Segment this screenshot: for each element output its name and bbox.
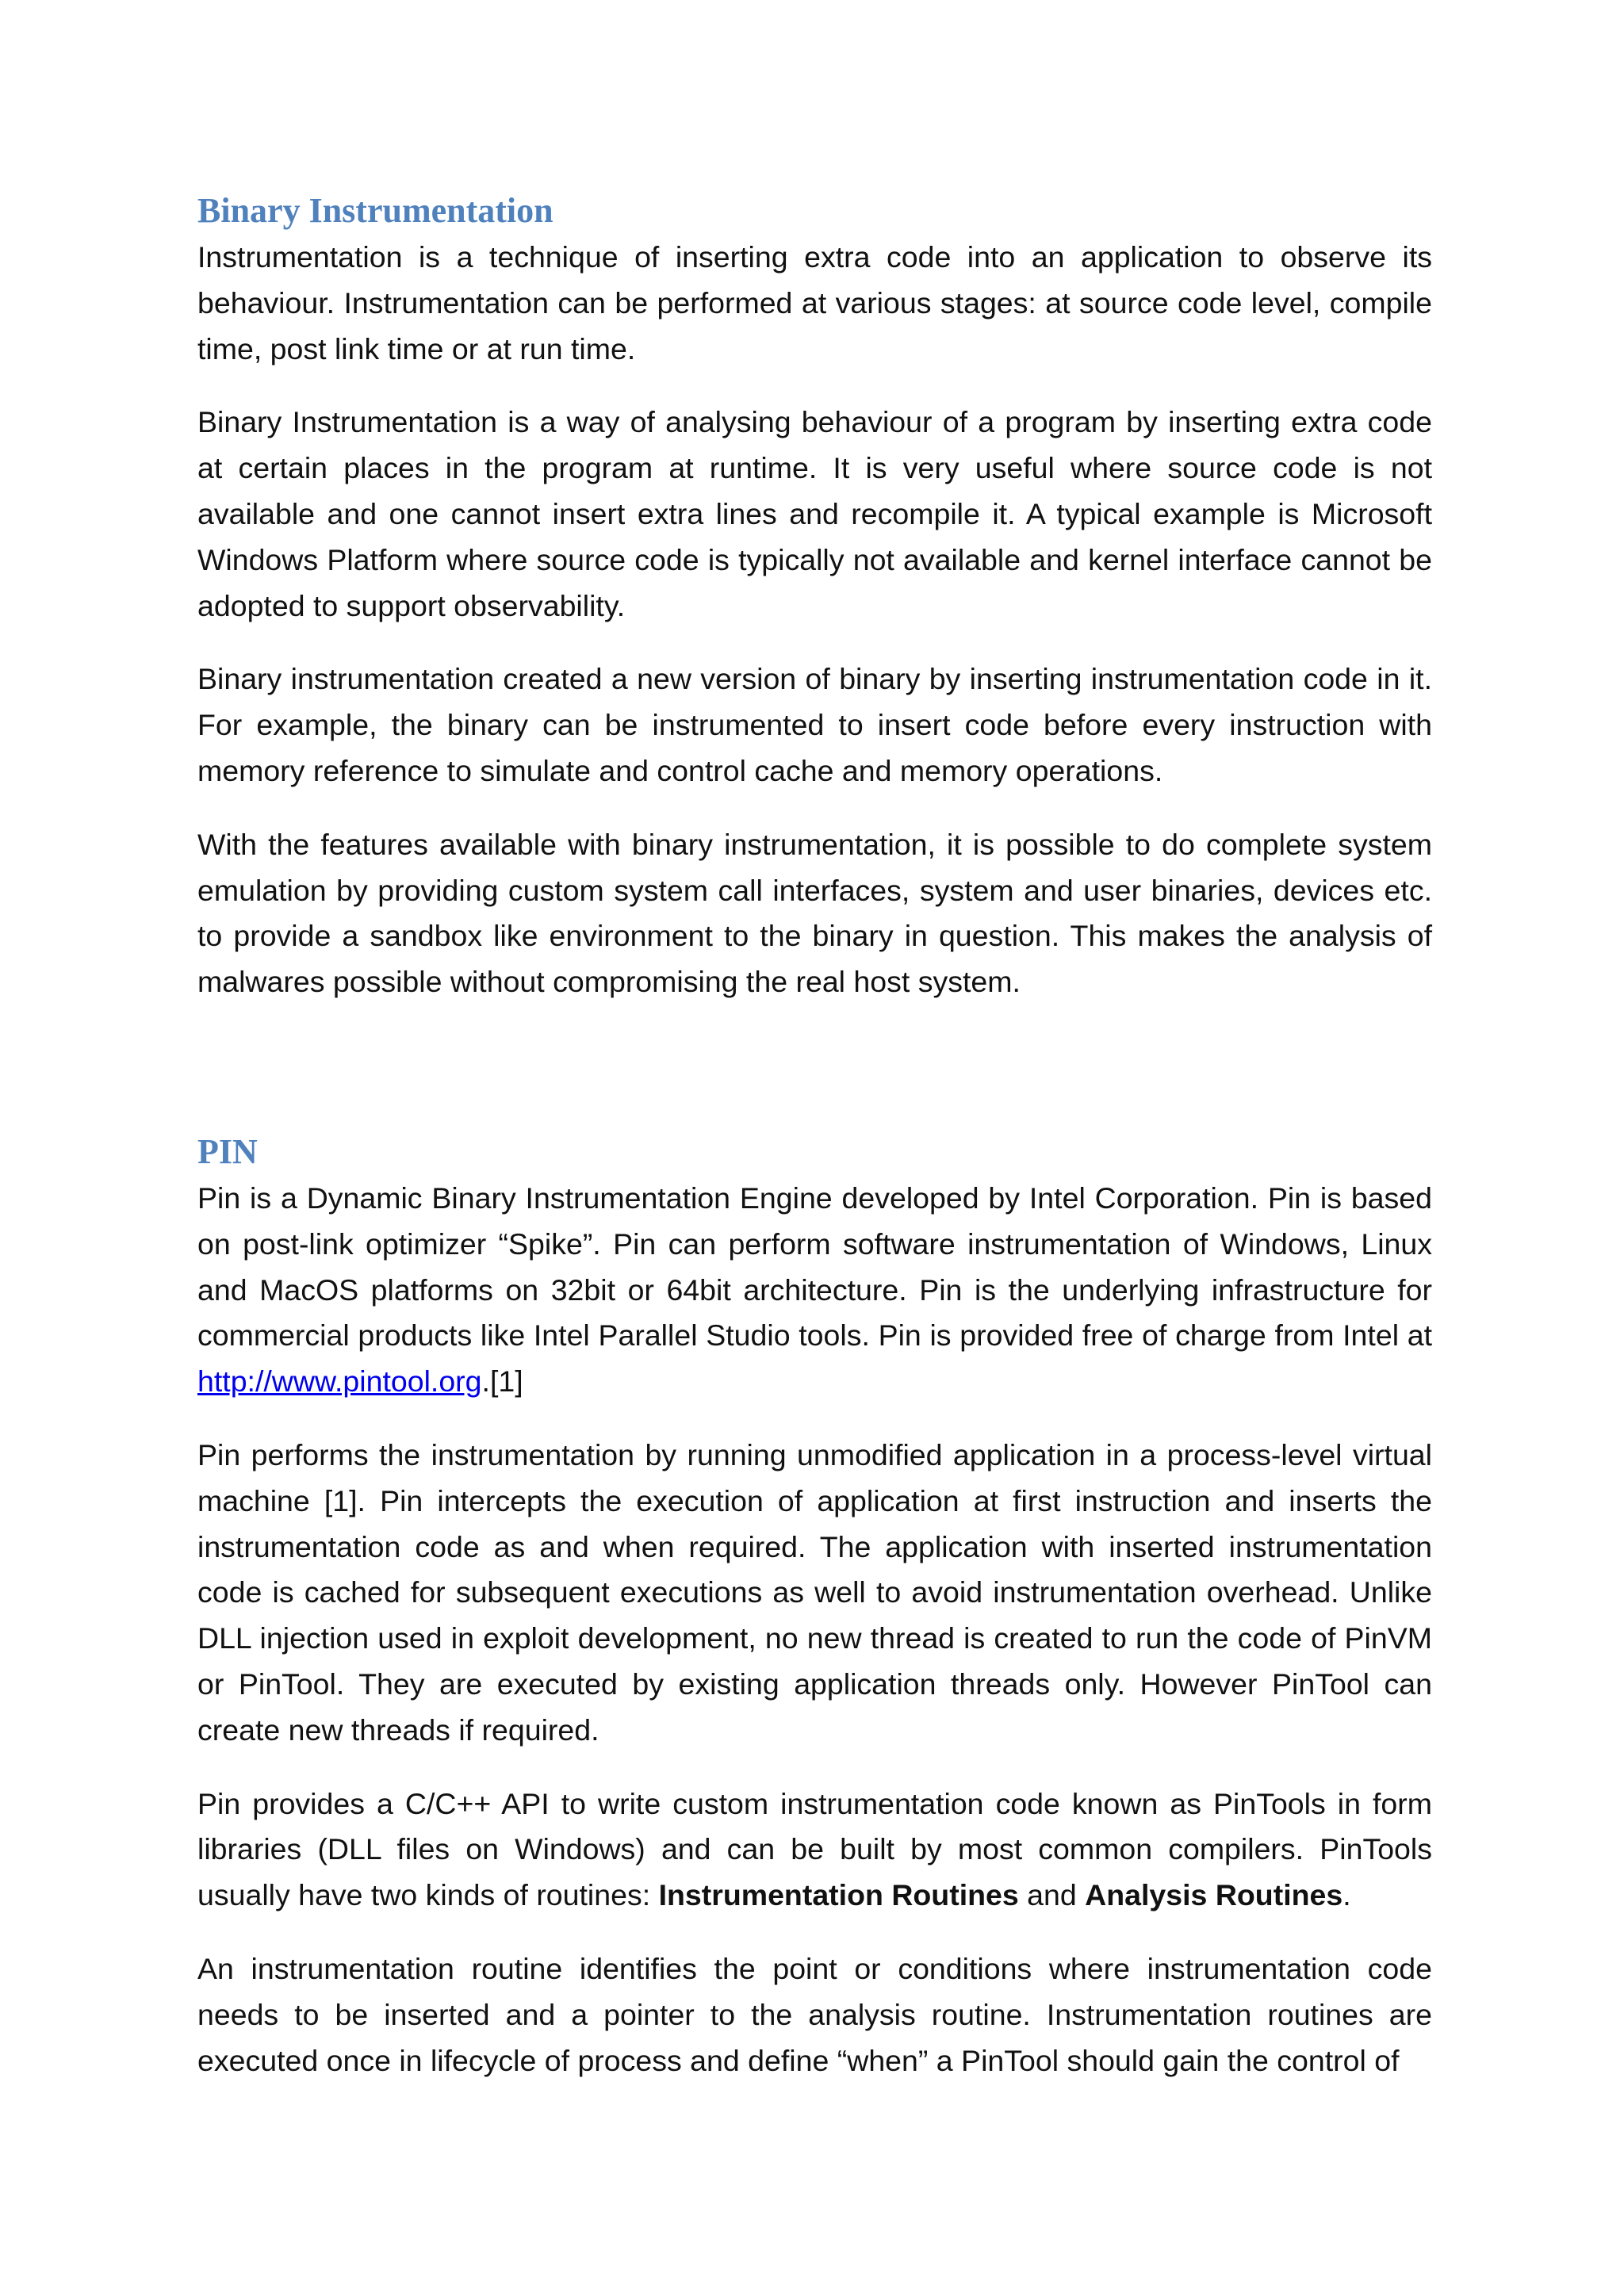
- bold-term-analysis-routines: Analysis Routines: [1085, 1878, 1343, 1912]
- paragraph: With the features available with binary instrumentation, it is possible to do complete system emulation by providing custom system call interfaces, system and user binaries, devices etc. to provide a sandbox like environment to the binary in question. This makes the analysis of malwares possible without compromising the real host system.: [197, 827, 1432, 999]
- paragraph: Binary Instrumentation is a way of analysing behaviour of a program by inserting extra code at certain places in the program at runtime. It is very useful where source code is not available and one cannot insert extra lines and recompile it. A typical example is Microsoft Windows Platform where source code is typically not available and kernel interface cannot be adopted to support observability.: [197, 405, 1432, 622]
- paragraph-text: Pin provides a C/C++ API to write custom instrumentation code known as PinTools in form libraries (DLL files on Windows) and can be built by most common compilers. PinTools usually have two kinds of routines:: [197, 1786, 1432, 1912]
- section-heading-pin: PIN: [197, 1131, 258, 1171]
- document-body: [197, 187, 1432, 2111]
- paragraph: [197, 1176, 1432, 1405]
- paragraph: An instrumentation routine identifies the point or conditions where instrumentation code needs to be inserted and a pointer to the analysis routine. Instrumentation routines are executed once in lifecycle of process and define “when” a PinTool should gain the control of: [197, 1951, 1432, 2077]
- bold-term-instrumentation-routines: Instrumentation Routines: [658, 1878, 1019, 1912]
- pintool-link[interactable]: http://www.pintool.org: [197, 1364, 482, 1399]
- paragraph: Binary instrumentation created a new version of binary by inserting instrumentation code in it. For example, the binary can be instrumented to insert code before every instruction with memory reference to simulate and control cache and memory operations.: [197, 662, 1432, 787]
- citation: .[1]: [481, 1364, 523, 1399]
- section-spacer: [197, 1033, 1432, 1128]
- paragraph: Instrumentation is a technique of inserting extra code into an application to observe its behaviour. Instrumentation can be performed at various stages: at source code level, compile time, post link time or at run time.: [197, 240, 1432, 365]
- section-heading-binary-instrumentation: Binary Instrumentation: [197, 191, 553, 230]
- paragraph-text: .: [1342, 1878, 1351, 1912]
- paragraph-text: and: [1018, 1878, 1086, 1912]
- paragraph-text: Pin is a Dynamic Binary Instrumentation Engine developed by Intel Corporation. Pin is based on post-link optimizer “Spike”. Pin can perform software instrumentation of Windows, Linux and MacOS platforms on 32bit or 64bit architecture. Pin is the underlying infrastructure for commercial products like Intel Parallel Studio tools. Pin is provided free of charge from Intel at: [197, 1181, 1432, 1353]
- paragraph: [197, 1781, 1432, 1919]
- paragraph: Pin performs the instrumentation by running unmodified application in a process-level virtual machine [1]. Pin intercepts the execution of application at first instruction and inserts the instrumentation code as and when required. The application with inserted instrumentation code is cached for subsequent executions as well to avoid instrumentation overhead. Unlike DLL injection used in exploit development, no new thread is created to run the code of PinVM or PinTool. They are executed by existing application threads only. However PinTool can create new threads if required.: [197, 1437, 1432, 1747]
